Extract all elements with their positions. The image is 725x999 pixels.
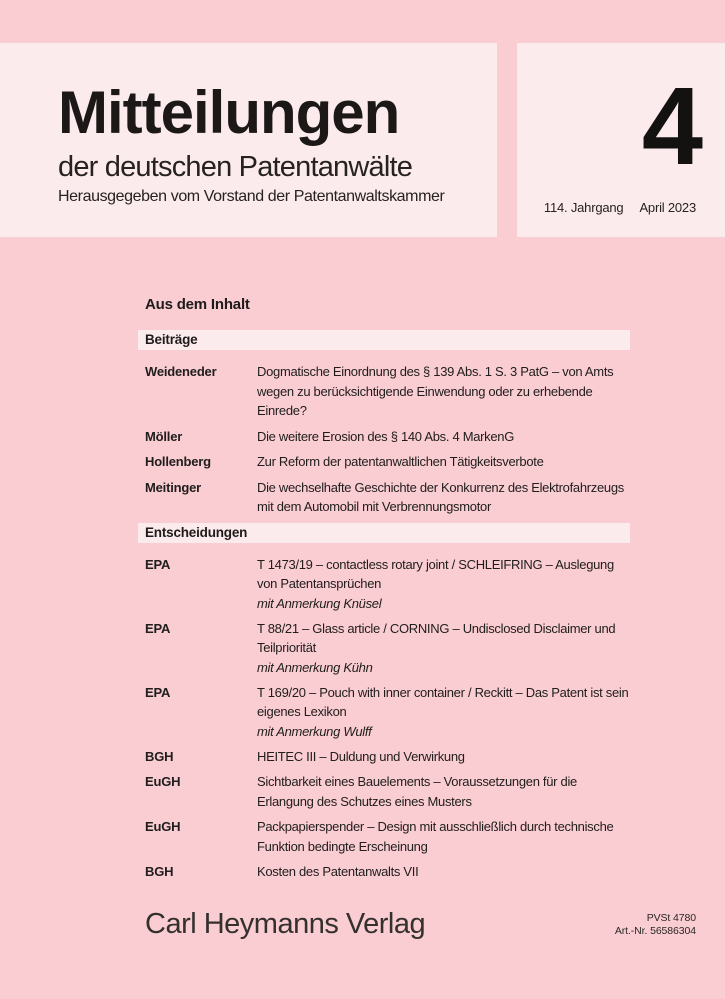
toc-entry-title: HEITEC III – Duldung und Verwirkung bbox=[257, 748, 465, 764]
publisher-imprint: Carl Heymanns Verlag bbox=[145, 908, 426, 940]
section-label: Entscheidungen bbox=[145, 524, 248, 540]
toc-entry bbox=[138, 817, 630, 856]
toc-entry bbox=[138, 452, 630, 472]
section-header-entscheidungen bbox=[138, 523, 630, 543]
toc-entry-title: T 169/20 – Pouch with inner container / Reckitt – Das Patent ist sein eigenes Lexikon bbox=[257, 684, 629, 719]
toc-entry-title: Die weitere Erosion des § 140 Abs. 4 MarkenG bbox=[257, 428, 515, 444]
issue-meta bbox=[544, 200, 696, 215]
toc-entry-note: mit Anmerkung Knüsel bbox=[257, 595, 382, 611]
toc-entry-title: Zur Reform der patentanwaltlichen Tätigkeitsverbote bbox=[257, 454, 544, 469]
article-number: Art.-Nr. 56586304 bbox=[614, 925, 696, 937]
toc-entry-title: Kosten des Patentanwalts VII bbox=[257, 864, 419, 879]
masthead-publisher-line: Herausgegeben vom Vorstand der Patentanwaltskammer bbox=[58, 188, 445, 205]
toc-entry-title: Sichtbarkeit eines Bauelements – Voraussetzungen für die Erlangung des Schutzes eines Musters bbox=[257, 774, 577, 809]
journal-subtitle: der deutschen Patentanwälte bbox=[58, 151, 413, 183]
toc-entry bbox=[138, 619, 630, 677]
toc-entry-text bbox=[257, 362, 630, 421]
volume-label: 114. Jahrgang bbox=[543, 200, 624, 215]
table-of-contents bbox=[138, 296, 630, 888]
toc-entry-author: EuGH bbox=[145, 819, 181, 834]
toc-entry-text bbox=[257, 619, 630, 677]
section-label: Beiträge bbox=[145, 332, 198, 347]
toc-entry bbox=[138, 747, 630, 767]
toc-entry-author: BGH bbox=[145, 748, 174, 764]
toc-entry-author: EPA bbox=[145, 620, 171, 636]
toc-entry-text bbox=[257, 427, 630, 447]
postal-id: PVSt 4780 bbox=[646, 912, 696, 924]
toc-entry bbox=[138, 427, 630, 447]
toc-entry-note: mit Anmerkung Kühn bbox=[257, 659, 373, 675]
toc-entry-title: Packpapierspender – Design mit ausschließlich durch technische Funktion bedingte Erscheinung bbox=[257, 819, 614, 854]
toc-entry-title: T 88/21 – Glass article / CORNING – Undisclosed Disclaimer und Teilpriorität bbox=[257, 620, 616, 655]
toc-entry-text bbox=[257, 452, 630, 472]
toc-entry bbox=[138, 478, 630, 517]
toc-entry-author: EuGH bbox=[145, 774, 181, 789]
section-header-beitraege bbox=[138, 330, 630, 350]
toc-entry-author: EPA bbox=[145, 556, 171, 572]
toc-entry bbox=[138, 683, 630, 741]
toc-heading: Aus dem Inhalt bbox=[145, 296, 250, 313]
toc-entry-note: mit Anmerkung Wulff bbox=[257, 723, 372, 739]
toc-entry-text bbox=[257, 555, 630, 613]
toc-entry-title: Dogmatische Einordnung des § 139 Abs. 1 S. 3 PatG – von Amts wegen zu berücksichtigende Einwendung oder zu erhebende Einrede? bbox=[257, 364, 614, 418]
toc-entry-title: Die wechselhafte Geschichte der Konkurrenz des Elektrofahrzeugs mit dem Automobil mit Verbrennungsmotor bbox=[257, 479, 624, 514]
toc-entry bbox=[138, 555, 630, 613]
toc-entry-text bbox=[257, 817, 630, 856]
toc-entry-author: Möller bbox=[145, 428, 183, 444]
toc-entry bbox=[138, 772, 630, 811]
toc-entry bbox=[138, 362, 630, 421]
toc-entry-author: BGH bbox=[145, 864, 174, 879]
toc-entry-text bbox=[257, 478, 630, 517]
toc-entry-text bbox=[257, 862, 630, 882]
issue-date: April 2023 bbox=[639, 200, 696, 215]
postal-info bbox=[615, 912, 696, 938]
masthead-title-panel bbox=[0, 43, 497, 237]
toc-entry-author: Meitinger bbox=[145, 479, 201, 495]
journal-title: Mitteilungen bbox=[58, 79, 400, 146]
issue-number: 4 bbox=[641, 65, 703, 188]
toc-entry-author: Weideneder bbox=[145, 364, 217, 379]
toc-entry-text bbox=[257, 772, 630, 811]
toc-entry-text bbox=[257, 747, 630, 767]
toc-entry-author: Hollenberg bbox=[145, 454, 211, 469]
toc-entry-text bbox=[257, 683, 630, 741]
toc-entry-title: T 1473/19 – contactless rotary joint / SCHLEIFRING – Auslegung von Patentansprüchen bbox=[257, 556, 614, 591]
issue-panel bbox=[517, 43, 725, 237]
toc-entry bbox=[138, 862, 630, 882]
toc-entry-author: EPA bbox=[145, 684, 171, 700]
